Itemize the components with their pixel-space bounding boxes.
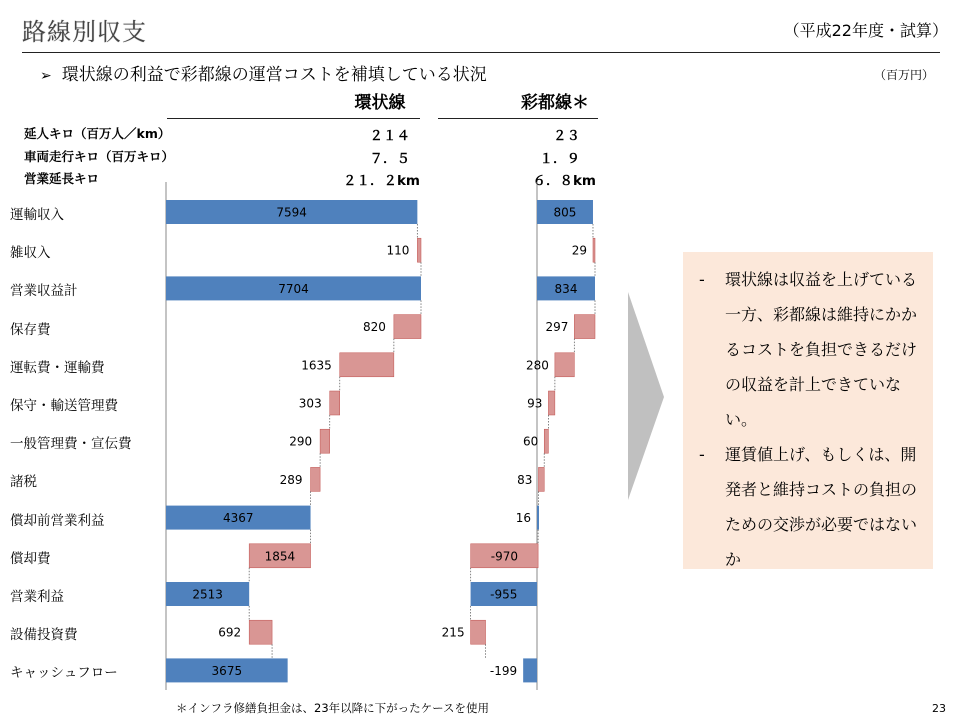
unit-label: （百万円） [873,68,934,82]
category-label: 保存費 [10,321,51,338]
stat-value-kanjo: ２１４ [369,128,410,144]
data-label: 3675 [211,663,243,678]
dash-bullet: - [699,445,705,464]
category-label: キャッシュフロー [10,665,118,682]
column-header-kanjo: 環状線 [354,93,406,113]
data-label: 215 [441,625,465,640]
callout-list [683,252,933,577]
data-label: 7704 [278,281,309,296]
right-arrow-icon [626,292,666,502]
category-label: 諸税 [10,474,37,491]
data-label: 820 [362,320,386,335]
stat-value-kanjo: ７．５ [369,151,410,167]
category-label: 運転費・運輸費 [10,359,105,376]
bar-step [593,238,595,262]
data-label: 805 [553,205,577,220]
stat-value-saito: １．９ [539,151,580,167]
bar-total [523,658,537,682]
data-label: 834 [554,281,578,296]
stat-value-kanjo: ２１．２km [342,173,420,189]
data-label: 2513 [192,587,223,602]
bar-step [320,429,330,453]
category-label: 営業利益 [10,589,64,605]
data-label: 29 [571,243,587,258]
category-label: 一般管理費・宣伝費 [10,436,132,453]
data-label: 303 [298,396,322,411]
bar-step [471,620,486,644]
category-label: 営業収益計 [10,283,78,300]
data-label: -199 [489,663,518,678]
bar-step [249,620,272,644]
bullet-arrow-icon: ➢ [40,68,52,84]
data-label: 93 [527,396,543,411]
bar-step [538,467,544,491]
bar-step [394,315,421,339]
bar-step [574,315,595,339]
callout-text: 環状線は収益を上げている一方、彩都線は維持にかかるコストを負担できるだけの収益を計上できていない。 [725,270,918,429]
bar-total [537,506,539,530]
category-label: 運輸収入 [10,207,64,223]
bar-step [548,391,554,415]
bar-step [417,238,421,262]
page-title: 路線別収支 [22,18,147,46]
data-label: -970 [490,549,519,564]
data-label: 4367 [222,511,254,526]
dash-bullet: - [699,270,705,289]
data-label: 16 [515,511,531,526]
data-label: -955 [490,587,518,602]
data-label: 1854 [264,549,296,564]
bar-step [544,429,548,453]
stat-value-saito: ６．８km [532,173,596,189]
page-number: 23 [932,702,946,715]
data-label: 297 [545,320,569,335]
data-label: 280 [525,358,549,373]
data-label: 290 [289,434,313,449]
callout-item [699,437,919,577]
data-label: 83 [517,472,533,487]
data-label: 1635 [301,358,332,373]
category-label: 償却前営業利益 [10,512,105,529]
category-label: 雑収入 [10,245,51,262]
footnote: ＊インフラ修繕負担金は、23年以降に下がったケースを使用 [176,701,490,715]
data-label: 60 [522,434,539,449]
bar-step [340,353,394,377]
data-label: 289 [279,472,303,487]
category-label: 設備投資費 [10,627,78,644]
category-label: 保守・輸送管理費 [10,398,118,414]
stat-label: 営業延長キロ [24,171,100,186]
right-arrow-shape [628,292,664,500]
data-label: 7594 [276,205,307,220]
bar-step [555,353,574,377]
callout-box [683,252,933,569]
bar-step [311,467,321,491]
data-label: 692 [218,625,242,640]
stat-value-saito: ２３ [553,128,580,144]
fiscal-note: （平成22年度・試算） [783,21,948,40]
stat-label: 延人キロ（百万人／km） [24,126,171,141]
column-header-saito: 彩都線＊ [521,93,589,113]
category-label: 償却費 [10,550,51,567]
data-label: 110 [386,243,410,258]
callout-item [699,262,919,437]
subtitle-text: 環状線の利益で彩都線の運営コストを補填している状況 [61,65,487,85]
callout-text: 運賃値上げ、もしくは、開発者と維持コストの負担のための交渉が必要ではないか [725,445,918,569]
stat-label: 車両走行キロ（百万キロ） [24,149,175,164]
bar-step [330,391,340,415]
